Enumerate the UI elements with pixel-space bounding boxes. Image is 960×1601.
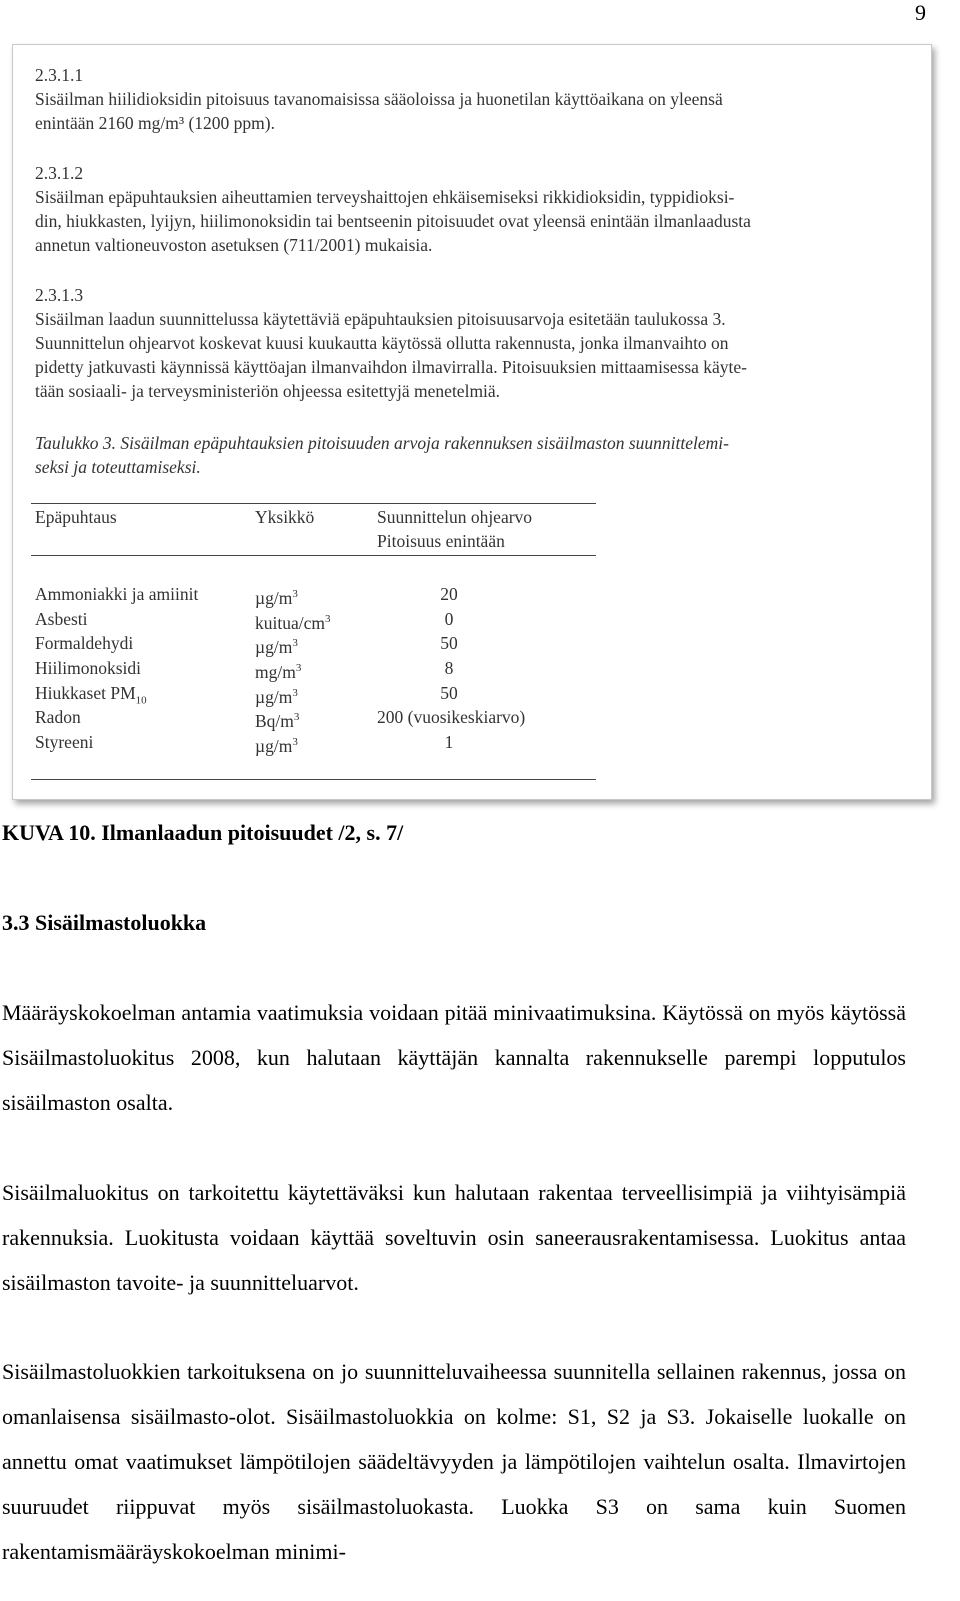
substance-cell: Ammoniakki ja amiinit xyxy=(35,584,199,604)
table-row xyxy=(35,730,615,754)
unit-cell: $\mu g/m^3$ xyxy=(255,587,298,608)
unit-cell: $\mu g/m^3$ xyxy=(255,735,298,756)
paragraph: Määräyskokoelman antamia vaatimuksia voidaan pitää minivaatimuksina. Käytössä on myös käytössä Sisäilmastoluokitus 2008, kun halutaan käyttäjän kannalta rakennukselle parempi lopputulos sisäilmaston osalta. xyxy=(2,1000,906,1115)
section-2-3-1-1 xyxy=(35,63,915,135)
substance-cell: Asbesti xyxy=(35,609,88,629)
section-line: Sisäilman hiilidioksidin pitoisuus tavanomaisissa sääoloissa ja huonetilan käyttöaikana on yleensä xyxy=(35,89,723,109)
regulation-figure xyxy=(12,44,932,800)
section-line: Suunnittelun ohjearvot koskevat kuusi kuukautta käytössä ollutta rakennusta, jonka ilmanvaihto on xyxy=(35,333,729,353)
unit-cell: kuitua/$cm^3$ xyxy=(255,612,331,633)
table-row xyxy=(35,681,615,705)
value-cell: 1 xyxy=(444,732,454,752)
table-row xyxy=(35,656,615,680)
value-cell: 8 xyxy=(444,658,454,678)
substance-cell: Hiilimonoksidi xyxy=(35,658,141,678)
table-row xyxy=(35,607,615,631)
header-guideline-line1: Suunnittelun ohjearvo xyxy=(377,507,533,527)
section-2-3-1-3 xyxy=(35,283,915,403)
header-guideline-line2: Pitoisuus enintään xyxy=(377,531,505,551)
value-cell: 20 xyxy=(440,584,458,604)
substance-cell: Formaldehydi xyxy=(35,633,134,653)
unit-cell: $Bq/m^3$ xyxy=(255,710,300,731)
caption-line: seksi ja toteuttamiseksi. xyxy=(35,457,201,477)
substance-cell: Styreeni xyxy=(35,732,94,752)
substance-cell: Radon xyxy=(35,707,81,727)
header-guideline xyxy=(377,505,532,553)
unit-cell: $mg/m^3$ xyxy=(255,661,302,682)
section-line: Sisäilman epäpuhtauksien aiheuttamien terveyshaittojen ehkäisemiseksi rikkidioksidin, typpidioksi- xyxy=(35,187,735,207)
header-unit: Yksikkö xyxy=(255,507,315,527)
section-line: annetun valtioneuvoston asetuksen (711/2001) mukaisia. xyxy=(35,235,433,255)
section-line: Sisäilman laadun suunnittelussa käytettäviä epäpuhtauksien pitoisuusarvoja esitetään taulukossa 3. xyxy=(35,309,726,329)
paragraph: Sisäilmastoluokkien tarkoituksena on jo suunnitteluvaiheessa suunnitella sellainen rakennus, jossa on omanlaisensa sisäilmasto-olot. Sisäilmastoluokkia on kolme: S1, S2 ja S3. Jokaiselle luokalle on annettu omat vaatimukset lämpötilojen säädeltävyyden ja lämpötilojen vaihtelun osalta. Ilmavirtojen suuruudet riippuvat myös sisäilmastoluokasta. Luokka S3 on sama kuin Suomen rakentamismääräyskokoelman minimi- xyxy=(2,1359,906,1564)
page-number: 9 xyxy=(915,0,926,25)
section-line: din, hiukkasten, lyijyn, hiilimonoksidin tai bentseenin pitoisuudet ovat yleensä enintään ilmanlaadusta xyxy=(35,211,751,231)
value-cell: 50 xyxy=(440,633,458,653)
section-line: pidetty jatkuvasti käynnissä käyttöajan ilmanvaihdon ilmavirralla. Pitoisuuksien mittaamisessa käyte- xyxy=(35,357,748,377)
substance-cell: Hiukkaset $PM_{10}$ xyxy=(35,683,147,707)
section-number: 2.3.1.3 xyxy=(35,285,84,305)
table-row xyxy=(35,705,615,729)
figure-caption: KUVA 10. Ilmanlaadun pitoisuudet /2, s. 7/ xyxy=(2,820,404,845)
table-row xyxy=(35,582,615,606)
caption-line: Taulukko 3. Sisäilman epäpuhtauksien pitoisuuden arvoja rakennuksen sisäilmaston suunnittelemi- xyxy=(35,433,729,453)
unit-cell: $\mu g/m^3$ xyxy=(255,636,298,657)
table-bottom-rule xyxy=(31,779,596,780)
section-heading: 3.3 Sisäilmastoluokka xyxy=(2,910,207,935)
paragraph: Sisäilmaluokitus on tarkoitettu käytettäväksi kun halutaan rakentaa terveellisimpiä ja viihtyisämpiä rakennuksia. Luokitusta voidaan käyttää soveltuvin osin saneerausrakentamisessa. Luokitus antaa sisäilmaston tavoite- ja suunnitteluarvot. xyxy=(2,1180,906,1295)
value-cell: 0 xyxy=(444,609,454,629)
table-row xyxy=(35,631,615,655)
header-substance: Epäpuhtaus xyxy=(35,507,117,527)
section-line: tään sosiaali- ja terveysministeriön ohjeessa esitettyjä menetelmiä. xyxy=(35,381,501,401)
table-header-rule xyxy=(31,555,596,556)
table-caption xyxy=(35,431,915,479)
section-number: 2.3.1.1 xyxy=(35,65,84,85)
unit-cell: $\mu g/m^3$ xyxy=(255,686,298,707)
section-number: 2.3.1.2 xyxy=(35,163,84,183)
section-2-3-1-2 xyxy=(35,161,915,257)
section-line: enintään 2160 mg/m³ (1200 ppm). xyxy=(35,113,276,133)
value-cell: 200 (vuosikeskiarvo) xyxy=(377,707,526,727)
table-top-rule xyxy=(31,503,596,504)
value-cell: 50 xyxy=(440,683,458,703)
